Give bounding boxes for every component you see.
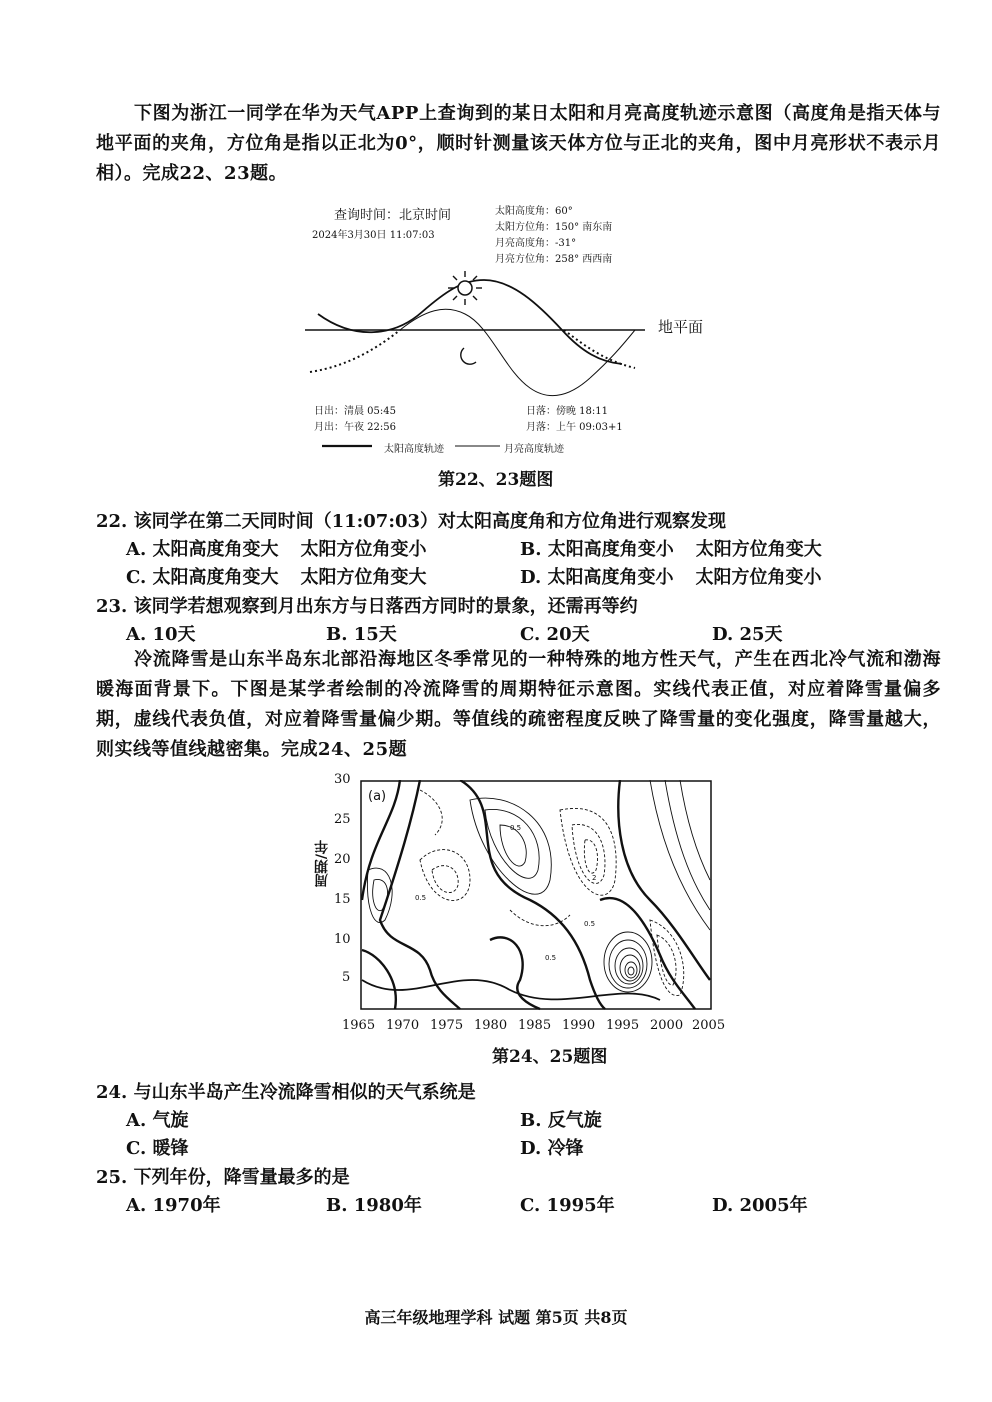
contour-label-1: 0.5: [510, 824, 522, 832]
moon-trajectory-dotted: [310, 330, 400, 372]
contour-label-5: 0.5: [584, 920, 596, 928]
x-tick-2000: 2000: [650, 1018, 684, 1033]
moonset-time: 月落：上午 09:03+1: [526, 422, 623, 433]
moon-icon: [461, 348, 476, 364]
q23-option-c: C. 20天: [520, 624, 590, 645]
sunset-time: 日落：傍晚 18:11: [526, 406, 608, 417]
q22-option-c: C. 太阳高度角变大 太阳方位角变大: [126, 567, 427, 588]
figure-caption-24-25: 第24、25题图: [492, 1047, 608, 1067]
contour-plot: [360, 780, 715, 1012]
q24-option-a: A. 气旋: [126, 1110, 189, 1131]
y-tick-25: 25: [334, 812, 351, 827]
y-axis-label: 周期/年: [314, 840, 330, 888]
legend-sun-label: 太阳高度轨迹: [384, 444, 444, 455]
x-tick-1965: 1965: [342, 1018, 376, 1033]
q23-option-d: D. 25天: [712, 624, 783, 645]
x-tick-1975: 1975: [430, 1018, 464, 1033]
x-tick-1970: 1970: [386, 1018, 420, 1033]
query-time-value: 2024年3月30日 11:07:03: [312, 230, 435, 241]
x-tick-1980: 1980: [474, 1018, 508, 1033]
y-tick-10: 10: [334, 932, 351, 947]
q25-option-b: B. 1980年: [326, 1195, 422, 1216]
legend-moon-label: 月亮高度轨迹: [504, 444, 564, 455]
sunrise-time: 日出：清晨 05:45: [314, 406, 396, 417]
horizon-label: 地平面: [658, 318, 704, 336]
y-tick-5: 5: [342, 970, 351, 985]
q22-option-b: B. 太阳高度角变小 太阳方位角变大: [520, 539, 822, 560]
moon-azimuth-reading: 月亮方位角：258° 西西南: [495, 254, 613, 265]
intro-paragraph-24-25: 冷流降雪是山东半岛东北部沿海地区冬季常见的一种特殊的地方性天气，产生在西北冷气流和渤海暖海面背景下。下图是某学者绘制的冷流降雪的周期特征示意图。实线代表正值，对应着降雪量偏多期，虚线代表负值，对应着降雪量偏少期。等值线的疏密程度反映了降雪量的变化强度，降雪量越大，则实线等值线越密集。完成24、25题: [96, 649, 941, 760]
x-tick-2005: 2005: [692, 1018, 726, 1033]
moonrise-time: 月出：午夜 22:56: [314, 422, 396, 433]
question-24-stem: 24. 与山东半岛产生冷流降雪相似的天气系统是: [96, 1082, 476, 1103]
question-22-stem: 22. 该同学在第二天同时间（11:07:03）对太阳高度角和方位角进行观察发现: [96, 511, 727, 532]
q22-option-a: A. 太阳高度角变大 太阳方位角变小: [126, 539, 427, 560]
sun-moon-trajectory-figure: [300, 196, 720, 466]
contour-label-2: 0.5: [415, 894, 427, 902]
q25-option-a: A. 1970年: [126, 1195, 221, 1216]
x-tick-1985: 1985: [518, 1018, 552, 1033]
y-tick-30: 30: [334, 772, 351, 787]
x-tick-1990: 1990: [562, 1018, 596, 1033]
sun-icon: [448, 271, 482, 305]
x-tick-1995: 1995: [606, 1018, 640, 1033]
q24-option-d: D. 冷锋: [520, 1138, 584, 1159]
q25-option-d: D. 2005年: [712, 1195, 808, 1216]
y-tick-15: 15: [334, 892, 351, 907]
y-tick-20: 20: [334, 852, 351, 867]
snowfall-period-figure: [314, 770, 730, 1040]
q22-option-d: D. 太阳高度角变小 太阳方位角变小: [520, 567, 822, 588]
moon-trajectory-line: [400, 309, 590, 395]
contour-label-4: 0.5: [545, 954, 557, 962]
question-25-stem: 25. 下列年份，降雪量最多的是: [96, 1167, 350, 1188]
figure-caption-22-23: 第22、23题图: [438, 470, 554, 490]
q25-option-c: C. 1995年: [520, 1195, 615, 1216]
page-footer: 高三年级地理学科 试题 第5页 共8页: [364, 1308, 628, 1327]
question-23-stem: 23. 该同学若想观察到月出东方与日落西方同时的景象，还需再等约: [96, 596, 638, 617]
q24-option-b: B. 反气旋: [520, 1110, 602, 1131]
intro-paragraph-22-23: 下图为浙江一同学在华为天气APP上查询到的某日太阳和月亮高度轨迹示意图（高度角是指天体与地平面的夹角，方位角是指以正北为0°，顺时针测量该天体方位与正北的夹角，图中月亮形状不表示月相）。完成22、23题。: [96, 103, 941, 184]
sun-altitude-reading: 太阳高度角：60°: [495, 206, 573, 217]
plot-frame: [361, 781, 711, 1009]
q24-option-c: C. 暖锋: [126, 1138, 189, 1159]
contour-label-3: 2: [592, 874, 597, 882]
q23-option-b: B. 15天: [326, 624, 397, 645]
sun-azimuth-reading: 太阳方位角：150° 南东南: [495, 222, 613, 233]
q23-option-a: A. 10天: [126, 624, 196, 645]
query-time-label: 查询时间：北京时间: [334, 208, 452, 223]
panel-label: (a): [368, 789, 387, 804]
moon-altitude-reading: 月亮高度角：-31°: [495, 238, 577, 249]
